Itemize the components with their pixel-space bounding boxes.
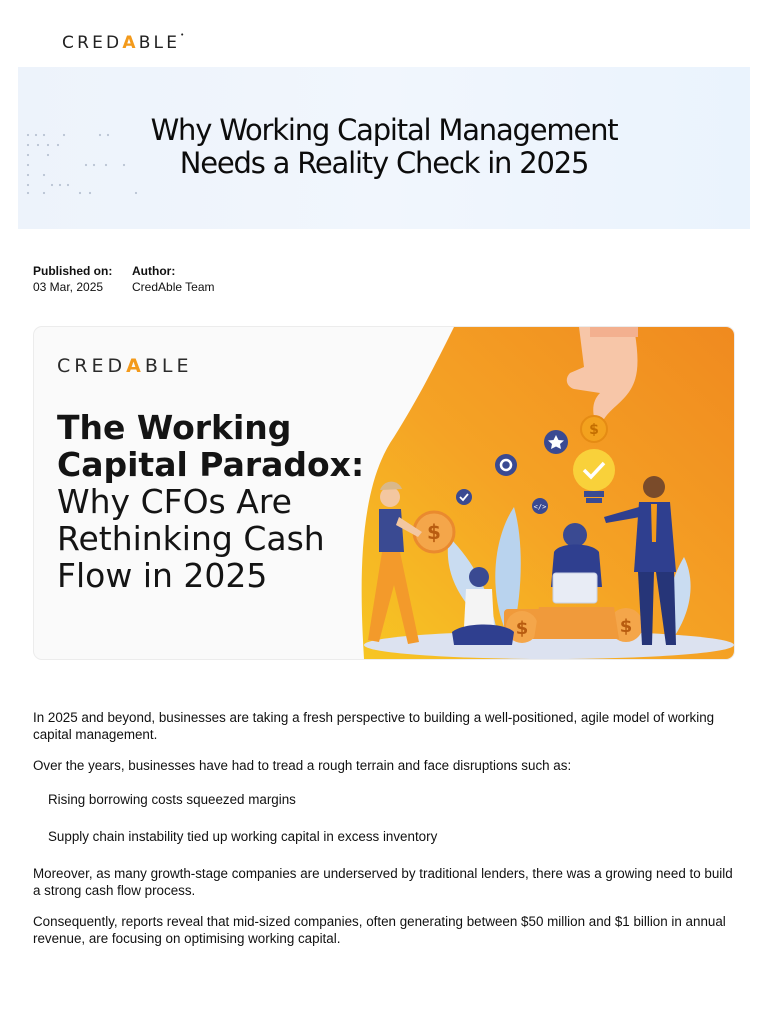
svg-text:$: $ <box>515 618 529 639</box>
logo-mark: A <box>122 33 139 53</box>
star-badge-icon <box>544 430 568 454</box>
banner-logo <box>57 355 192 377</box>
paragraph-lenders: Moreover, as many growth-stage companies are underserved by traditional lenders, there was a growing need to build a strong cash flow process. <box>33 866 733 898</box>
banner-logo-suffix: BLE <box>144 355 193 377</box>
logo-registered-mark: • <box>180 31 185 39</box>
banner-heading <box>57 409 364 594</box>
svg-text:</>: </> <box>533 503 547 511</box>
author-name: CredAble Team <box>132 280 215 294</box>
published-date: 03 Mar, 2025 <box>33 280 104 294</box>
author-meta <box>132 263 215 295</box>
paragraph-disruptions: Over the years, businesses have had to tread a rough terrain and face disruptions such as: <box>33 758 572 773</box>
logo-text-prefix: CRED <box>62 33 123 53</box>
banner-heading-line-2: Capital Paradox: <box>57 445 365 484</box>
list-item: Supply chain instability tied up working capital in excess inventory <box>48 829 438 844</box>
site-logo[interactable] <box>62 33 184 53</box>
banner-heading-line-1: The Working <box>57 408 292 447</box>
svg-text:$: $ <box>589 422 599 438</box>
paragraph-reports: Consequently, reports reveal that mid-sized companies, often generating between $50 million and $1 billion in annual revenue, are focusing on optimising working capital. <box>33 914 726 946</box>
code-badge-icon <box>532 498 548 514</box>
check-badge-icon <box>456 489 472 505</box>
page-title-line-2: Needs a Reality Check in 2025 <box>179 146 589 180</box>
banner-subheading-line-2: Rethinking Cash <box>57 519 325 558</box>
banner-logo-mark: A <box>126 355 145 377</box>
hero-banner <box>18 67 750 229</box>
page-title <box>18 114 750 180</box>
published-meta <box>33 263 112 295</box>
banner-logo-prefix: CRED <box>57 355 127 377</box>
banner-subheading-line-3: Flow in 2025 <box>57 556 268 595</box>
paragraph-intro: In 2025 and beyond, businesses are taking a fresh perspective to building a well-positioned, agile model of working capital management. <box>33 710 715 742</box>
coin-icon <box>581 416 607 442</box>
page-title-line-1: Why Working Capital Management <box>150 113 618 147</box>
list-item: Rising borrowing costs squeezed margins <box>48 792 296 807</box>
banner-subheading-line-1: Why CFOs Are <box>57 482 292 521</box>
featured-image <box>34 327 734 659</box>
published-label: Published on: <box>33 264 113 278</box>
gear-badge-icon <box>495 454 517 476</box>
logo-text-suffix: BLE <box>138 33 181 53</box>
author-label: Author: <box>132 264 176 278</box>
svg-text:$: $ <box>427 520 441 544</box>
article-body <box>33 709 733 961</box>
svg-text:$: $ <box>619 616 633 637</box>
